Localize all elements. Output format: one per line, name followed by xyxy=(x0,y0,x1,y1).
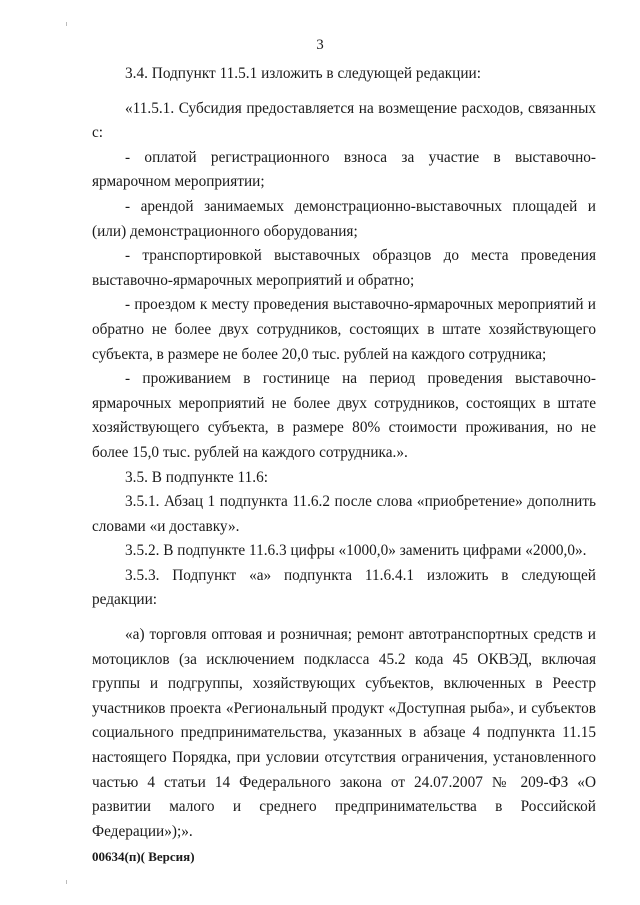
document-body xyxy=(92,62,596,844)
paragraph-11-5-1: «11.5.1. Субсидия предоставляется на возмещение расходов, связанных с: xyxy=(92,99,596,142)
paragraph-subitem-a: «а) торговля оптовая и розничная; ремонт автотранспортных средств и мотоциклов (за исключением подкласса 45.2 кода 45 ОКВЭД, включая группы и подгруппы, хозяйствующих субъектов, включенных в Реестр участников проекта «Региональный продукт «Доступная рыба», и субъектов социального предпринимательства, указанных в абзаце 4 подпункта 11.15 настоящего Порядка, при условии отсутствия ограничения, установленного частью 4 статьи 14 Федерального закона от 24.07.2007 № 209-ФЗ «О развитии малого и среднего предпринимательства в Российской Федерации»);». xyxy=(92,626,596,840)
page-number: 3 xyxy=(316,37,324,53)
document-footer-code: 00634(п)( Версия) xyxy=(92,849,195,864)
paragraph-3-5: 3.5. В подпункте 11.6: xyxy=(125,468,268,486)
scan-edge-mark xyxy=(66,22,67,26)
scan-edge-mark xyxy=(66,880,67,884)
list-item-transport: - транспортировкой выставочных образцов до места проведения выставочно-ярмарочных мероприятий и обратно; xyxy=(92,247,596,289)
list-item-registration-fee: - оплатой регистрационного взноса за участие в выставочно-ярмарочном мероприятии; xyxy=(92,148,596,191)
list-item-rent: - арендой занимаемых демонстрационно-выставочных площадей и (или) демонстрационного оборудования; xyxy=(92,197,596,240)
paragraph-3-5-2: 3.5.2. В подпункте 11.6.3 цифры «1000,0» заменить цифрами «2000,0». xyxy=(125,542,587,560)
list-item-accommodation: - проживанием в гостинице на период проведения выставочно-ярмарочных мероприятий не более двух сотрудников, состоящих в штате хозяйствующего субъекта, в размере 80% стоимости проживания, но не более 15,0 тыс. рублей на каждого сотрудника.». xyxy=(92,370,596,461)
list-item-travel: - проездом к месту проведения выставочно-ярмарочных мероприятий и обратно не более двух сотрудников, состоящих в штате хозяйствующего субъекта, в размере не более 20,0 тыс. рублей на каждого сотрудника; xyxy=(92,296,596,363)
paragraph-3-5-1: 3.5.1. Абзац 1 подпункта 11.6.2 после слова «приобретение» дополнить словами «и доставку». xyxy=(92,493,596,535)
paragraph-3-4: 3.4. Подпункт 11.5.1 изложить в следующей редакции: xyxy=(125,65,481,82)
paragraph-3-5-3: 3.5.3. Подпункт «а» подпункта 11.6.4.1 изложить в следующей редакции: xyxy=(92,566,596,609)
